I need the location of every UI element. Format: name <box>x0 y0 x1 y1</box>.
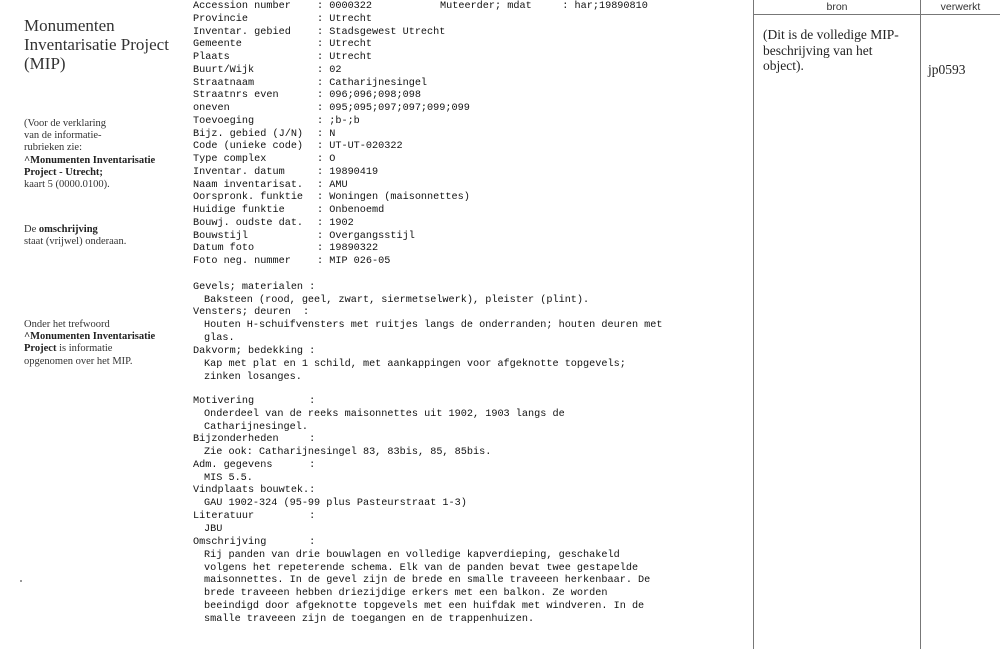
record-section <box>193 460 315 486</box>
field-value: : Overgangsstijl <box>317 230 415 242</box>
field-value: : Utrecht <box>317 39 373 51</box>
legend-note <box>24 118 184 191</box>
field-value: : 0000322 <box>317 1 373 12</box>
field-label: Huidige funktie <box>193 205 285 216</box>
record-section <box>193 396 565 434</box>
section-text-line: smalle traveeen zijn de toegangen en de trappenhuizen. <box>204 613 535 625</box>
section-label: Adm. gegevens : <box>193 460 316 471</box>
section-text-line: maisonnettes. In de gevel zijn de brede en smalle traveeen herkenbaar. De <box>204 575 651 587</box>
record-section <box>193 346 626 384</box>
record-section <box>193 307 663 345</box>
field-value: : 19890419 <box>317 166 379 178</box>
reference-link[interactable]: Project - Utrecht; <box>24 166 103 178</box>
note-line: (Voor de verklaring <box>24 118 107 129</box>
field-label: Foto neg. nummer <box>193 256 291 267</box>
field-label: Toevoeging <box>193 115 255 127</box>
source-table <box>754 0 1000 649</box>
section-label: Dakvorm; bedekking : <box>193 346 316 357</box>
column-rule <box>920 0 921 649</box>
field-value: : MIP 026-05 <box>317 256 391 267</box>
field-label: Straatnrs even <box>193 90 279 102</box>
section-text-line: beeindigd door afgeknotte topgevels met een huifdak met windveren. In de <box>204 600 645 612</box>
record-section <box>193 282 589 308</box>
col-header-verwerkt: verwerkt <box>940 1 981 13</box>
section-label: Vensters; deuren : <box>193 307 310 318</box>
note-line: staat (vrijwel) onderaan. <box>24 236 127 248</box>
section-label: Omschrijving : <box>193 537 316 548</box>
mutator-line <box>440 0 648 13</box>
section-text-line: MIS 5.5. <box>204 472 253 484</box>
note-text: De <box>24 224 39 235</box>
field-value: : 095;095;097;097;099;099 <box>317 103 470 114</box>
col-header-bron: bron <box>826 1 848 13</box>
field-value: : Utrecht <box>317 52 373 63</box>
record-section <box>193 511 315 537</box>
record-section <box>193 434 491 460</box>
reference-link[interactable]: ^Monumenten Inventarisatie <box>24 331 156 343</box>
field-value: : 096;096;098;098 <box>317 90 421 102</box>
field-label: Code (unieke code) <box>193 141 304 153</box>
field-label: Buurt/Wijk <box>193 64 255 76</box>
description-note <box>24 224 184 248</box>
scan-mark <box>20 580 22 582</box>
section-text-line: Catharijnesingel. <box>204 421 308 433</box>
field-label: Gemeente <box>193 39 242 51</box>
mutator-label: Muteerder; mdat <box>440 1 532 12</box>
processed-code: jp0593 <box>928 62 966 77</box>
section-text-line: Zie ook: Catharijnesingel 83, 83bis, 85, 85bis. <box>204 446 492 458</box>
section-text-line: Onderdeel van de reeks maisonnettes uit 1902, 1903 langs de <box>204 408 565 420</box>
note-line: rubrieken zie: <box>24 142 83 154</box>
field-label: Plaats <box>193 52 230 63</box>
section-label: Gevels; materialen : <box>193 282 316 293</box>
field-label: Datum foto <box>193 243 255 255</box>
note-line: van de informatie- <box>24 130 102 142</box>
project-title: Monumenten Inventarisatie Project (MIP) <box>24 16 169 73</box>
field-value: : O <box>317 154 336 165</box>
section-label: Vindplaats bouwtek.: <box>193 485 316 496</box>
field-label: oneven <box>193 103 230 114</box>
field-label: Bijz. gebied (J/N) <box>193 128 304 140</box>
header-rule <box>754 14 1000 15</box>
field-value: : 19890322 <box>317 243 379 255</box>
section-text-line: Rij panden van drie bouwlagen en volledige kapverdieping, geschakeld <box>204 549 620 561</box>
field-value: : Onbenoemd <box>317 205 385 216</box>
source-description: (Dit is de volledige MIP-beschrijving van het object). <box>763 27 899 73</box>
section-text-line: brede traveeen hebben driezijdige erkers met een balkon. Ze worden <box>204 588 608 600</box>
section-label: Bijzonderheden : <box>193 434 316 445</box>
field-label: Accession number <box>193 1 291 12</box>
field-label: Type complex <box>193 154 267 165</box>
field-value: : Catharijnesingel <box>317 77 428 89</box>
field-value: : ;b-;b <box>317 115 360 127</box>
note-line: kaart 5 (0000.0100). <box>24 179 110 191</box>
field-value: : Stadsgewest Utrecht <box>317 26 446 38</box>
field-value: : N <box>317 128 336 140</box>
note-bold: omschrijving <box>38 224 98 235</box>
record-section <box>193 485 467 511</box>
note-line: Onder het trefwoord <box>24 319 110 330</box>
note-text: is informatie <box>56 343 113 355</box>
field-value: : AMU <box>317 179 348 191</box>
section-label: Literatuur : <box>193 511 316 522</box>
section-text-line: Kap met plat en 1 schild, met aankappingen voor afgeknotte topgevels; <box>204 358 626 370</box>
note-line: opgenomen over het MIP. <box>24 355 133 367</box>
field-label: Provincie <box>193 13 249 25</box>
field-label: Inventar. gebied <box>193 26 291 38</box>
field-value: : UT-UT-020322 <box>317 141 403 153</box>
reference-link[interactable]: Project <box>24 343 57 355</box>
field-value: : 02 <box>317 64 342 76</box>
section-text-line: JBU <box>204 523 223 535</box>
field-label: Naam inventarisat. <box>193 179 304 191</box>
section-label: Motivering : <box>193 396 316 407</box>
mutator-value: : har;19890810 <box>562 1 648 12</box>
record-section <box>193 537 650 627</box>
section-text-line: GAU 1902-324 (95-99 plus Pasteurstraat 1-3) <box>204 497 467 509</box>
keyword-note <box>24 319 184 368</box>
field-label: Straatnaam <box>193 77 255 89</box>
field-value: : Woningen (maisonnettes) <box>317 192 470 204</box>
field-label: Oorspronk. funktie <box>193 192 304 204</box>
field-value: : Utrecht <box>317 13 373 25</box>
section-text-line: Houten H-schuifvensters met ruitjes langs de onderranden; houten deuren met <box>204 319 663 331</box>
section-text-line: volgens het repeterende schema. Elk van de panden bevat twee gestapelde <box>204 562 639 574</box>
field-label: Bouwj. oudste dat. <box>193 217 304 229</box>
left-panel <box>24 16 184 73</box>
section-text-line: Baksteen (rood, geel, zwart, siermetselwerk), pleister (plint). <box>204 294 590 306</box>
field-label: Bouwstijl <box>193 230 249 242</box>
section-text-line: glas. <box>204 332 235 344</box>
reference-link[interactable]: ^Monumenten Inventarisatie <box>24 154 156 166</box>
field-label: Inventar. datum <box>193 166 285 178</box>
field-value: : 1902 <box>317 217 354 229</box>
section-text-line: zinken losanges. <box>204 371 302 383</box>
